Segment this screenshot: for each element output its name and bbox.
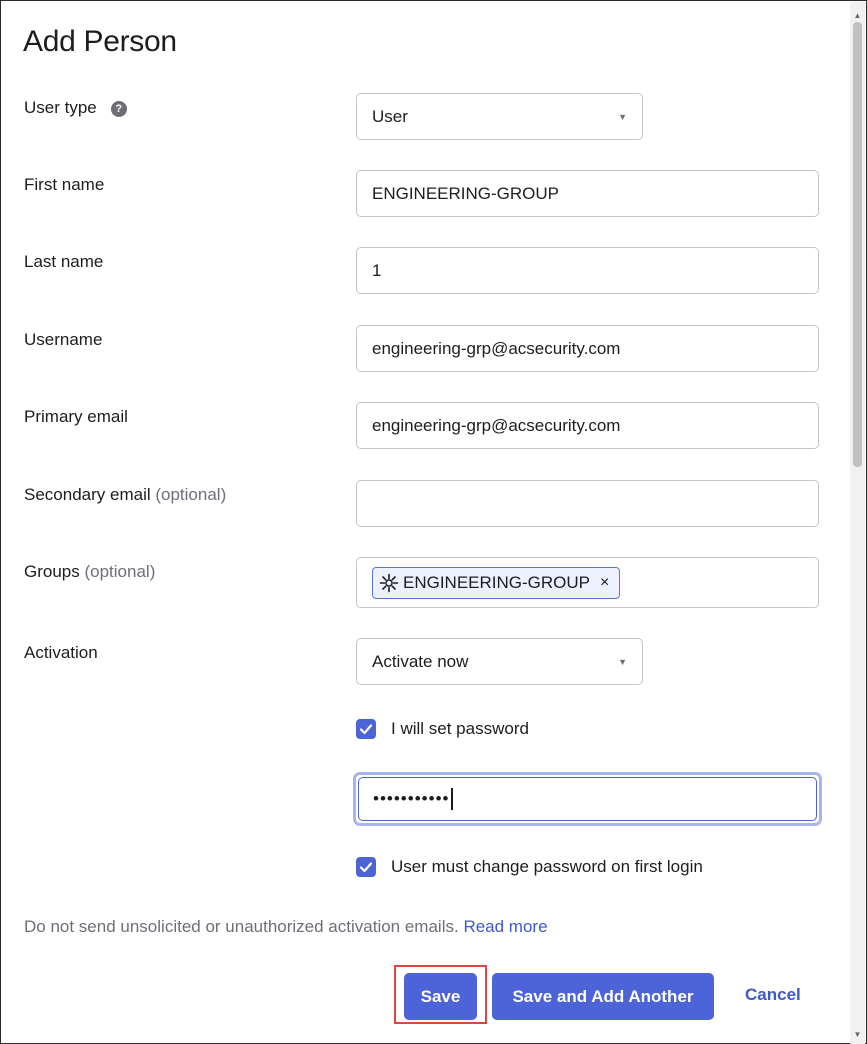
activation-select[interactable]: [356, 638, 643, 685]
username-value: engineering-grp@acsecurity.com: [372, 338, 621, 358]
first-name-input[interactable]: [356, 170, 819, 217]
primary-email-input[interactable]: [356, 402, 819, 449]
last-name-value: 1: [372, 260, 382, 280]
activation-value: Activate now: [372, 651, 469, 671]
read-more-link[interactable]: Read more: [463, 917, 548, 936]
scrollbar[interactable]: [850, 2, 865, 1044]
caret-down-icon: ▼: [618, 111, 627, 122]
user-type-select[interactable]: [356, 93, 643, 140]
save-and-add-another-button[interactable]: Save and Add Another: [492, 973, 714, 1020]
user-type-label: User type ?: [24, 98, 127, 118]
first-name-value: ENGINEERING-GROUP: [372, 183, 560, 203]
scroll-up-arrow-icon[interactable]: ▲: [853, 11, 862, 20]
username-input[interactable]: [356, 325, 819, 372]
primary-email-label: Primary email: [24, 407, 128, 426]
notice-text: Do not send unsolicited or unauthorized activation emails.: [24, 917, 459, 936]
scroll-down-arrow-icon[interactable]: ▼: [853, 1030, 862, 1039]
groups-label: Groups (optional): [24, 562, 156, 581]
password-masked-value: •••••••••••: [373, 789, 450, 808]
secondary-email-input[interactable]: [356, 480, 819, 527]
page-title: Add Person: [23, 25, 177, 58]
cancel-button[interactable]: Cancel: [745, 985, 801, 1004]
password-input[interactable]: [358, 777, 817, 821]
last-name-label: Last name: [24, 252, 104, 271]
must-change-password-label: User must change password on first login: [391, 857, 703, 876]
help-icon[interactable]: ?: [111, 101, 127, 117]
checkmark-icon: [359, 723, 373, 735]
username-label: Username: [24, 330, 103, 349]
user-type-value: User: [372, 106, 408, 126]
optional-tag: (optional): [84, 562, 156, 581]
group-chip-label: ENGINEERING-GROUP: [403, 572, 591, 592]
text-cursor: [451, 788, 453, 810]
group-icon: [379, 573, 399, 593]
last-name-input[interactable]: [356, 247, 819, 294]
optional-tag: (optional): [155, 485, 227, 504]
groups-input[interactable]: [356, 557, 819, 608]
activation-notice: [24, 917, 548, 937]
set-password-row: [356, 719, 529, 739]
first-name-label: First name: [24, 175, 105, 194]
activation-label: Activation: [24, 643, 98, 662]
checkmark-icon: [359, 861, 373, 873]
must-change-password-checkbox[interactable]: [356, 857, 376, 877]
caret-down-icon: ▼: [618, 656, 627, 667]
set-password-label: I will set password: [391, 719, 529, 738]
secondary-email-label: Secondary email (optional): [24, 485, 227, 504]
primary-email-value: engineering-grp@acsecurity.com: [372, 415, 621, 435]
set-password-checkbox[interactable]: [356, 719, 376, 739]
group-chip: [372, 567, 620, 599]
password-focus-ring: [353, 772, 822, 826]
remove-group-icon[interactable]: ×: [600, 573, 610, 591]
must-change-password-row: [356, 857, 703, 877]
save-button[interactable]: Save: [404, 973, 477, 1020]
scrollbar-thumb[interactable]: [853, 22, 862, 467]
